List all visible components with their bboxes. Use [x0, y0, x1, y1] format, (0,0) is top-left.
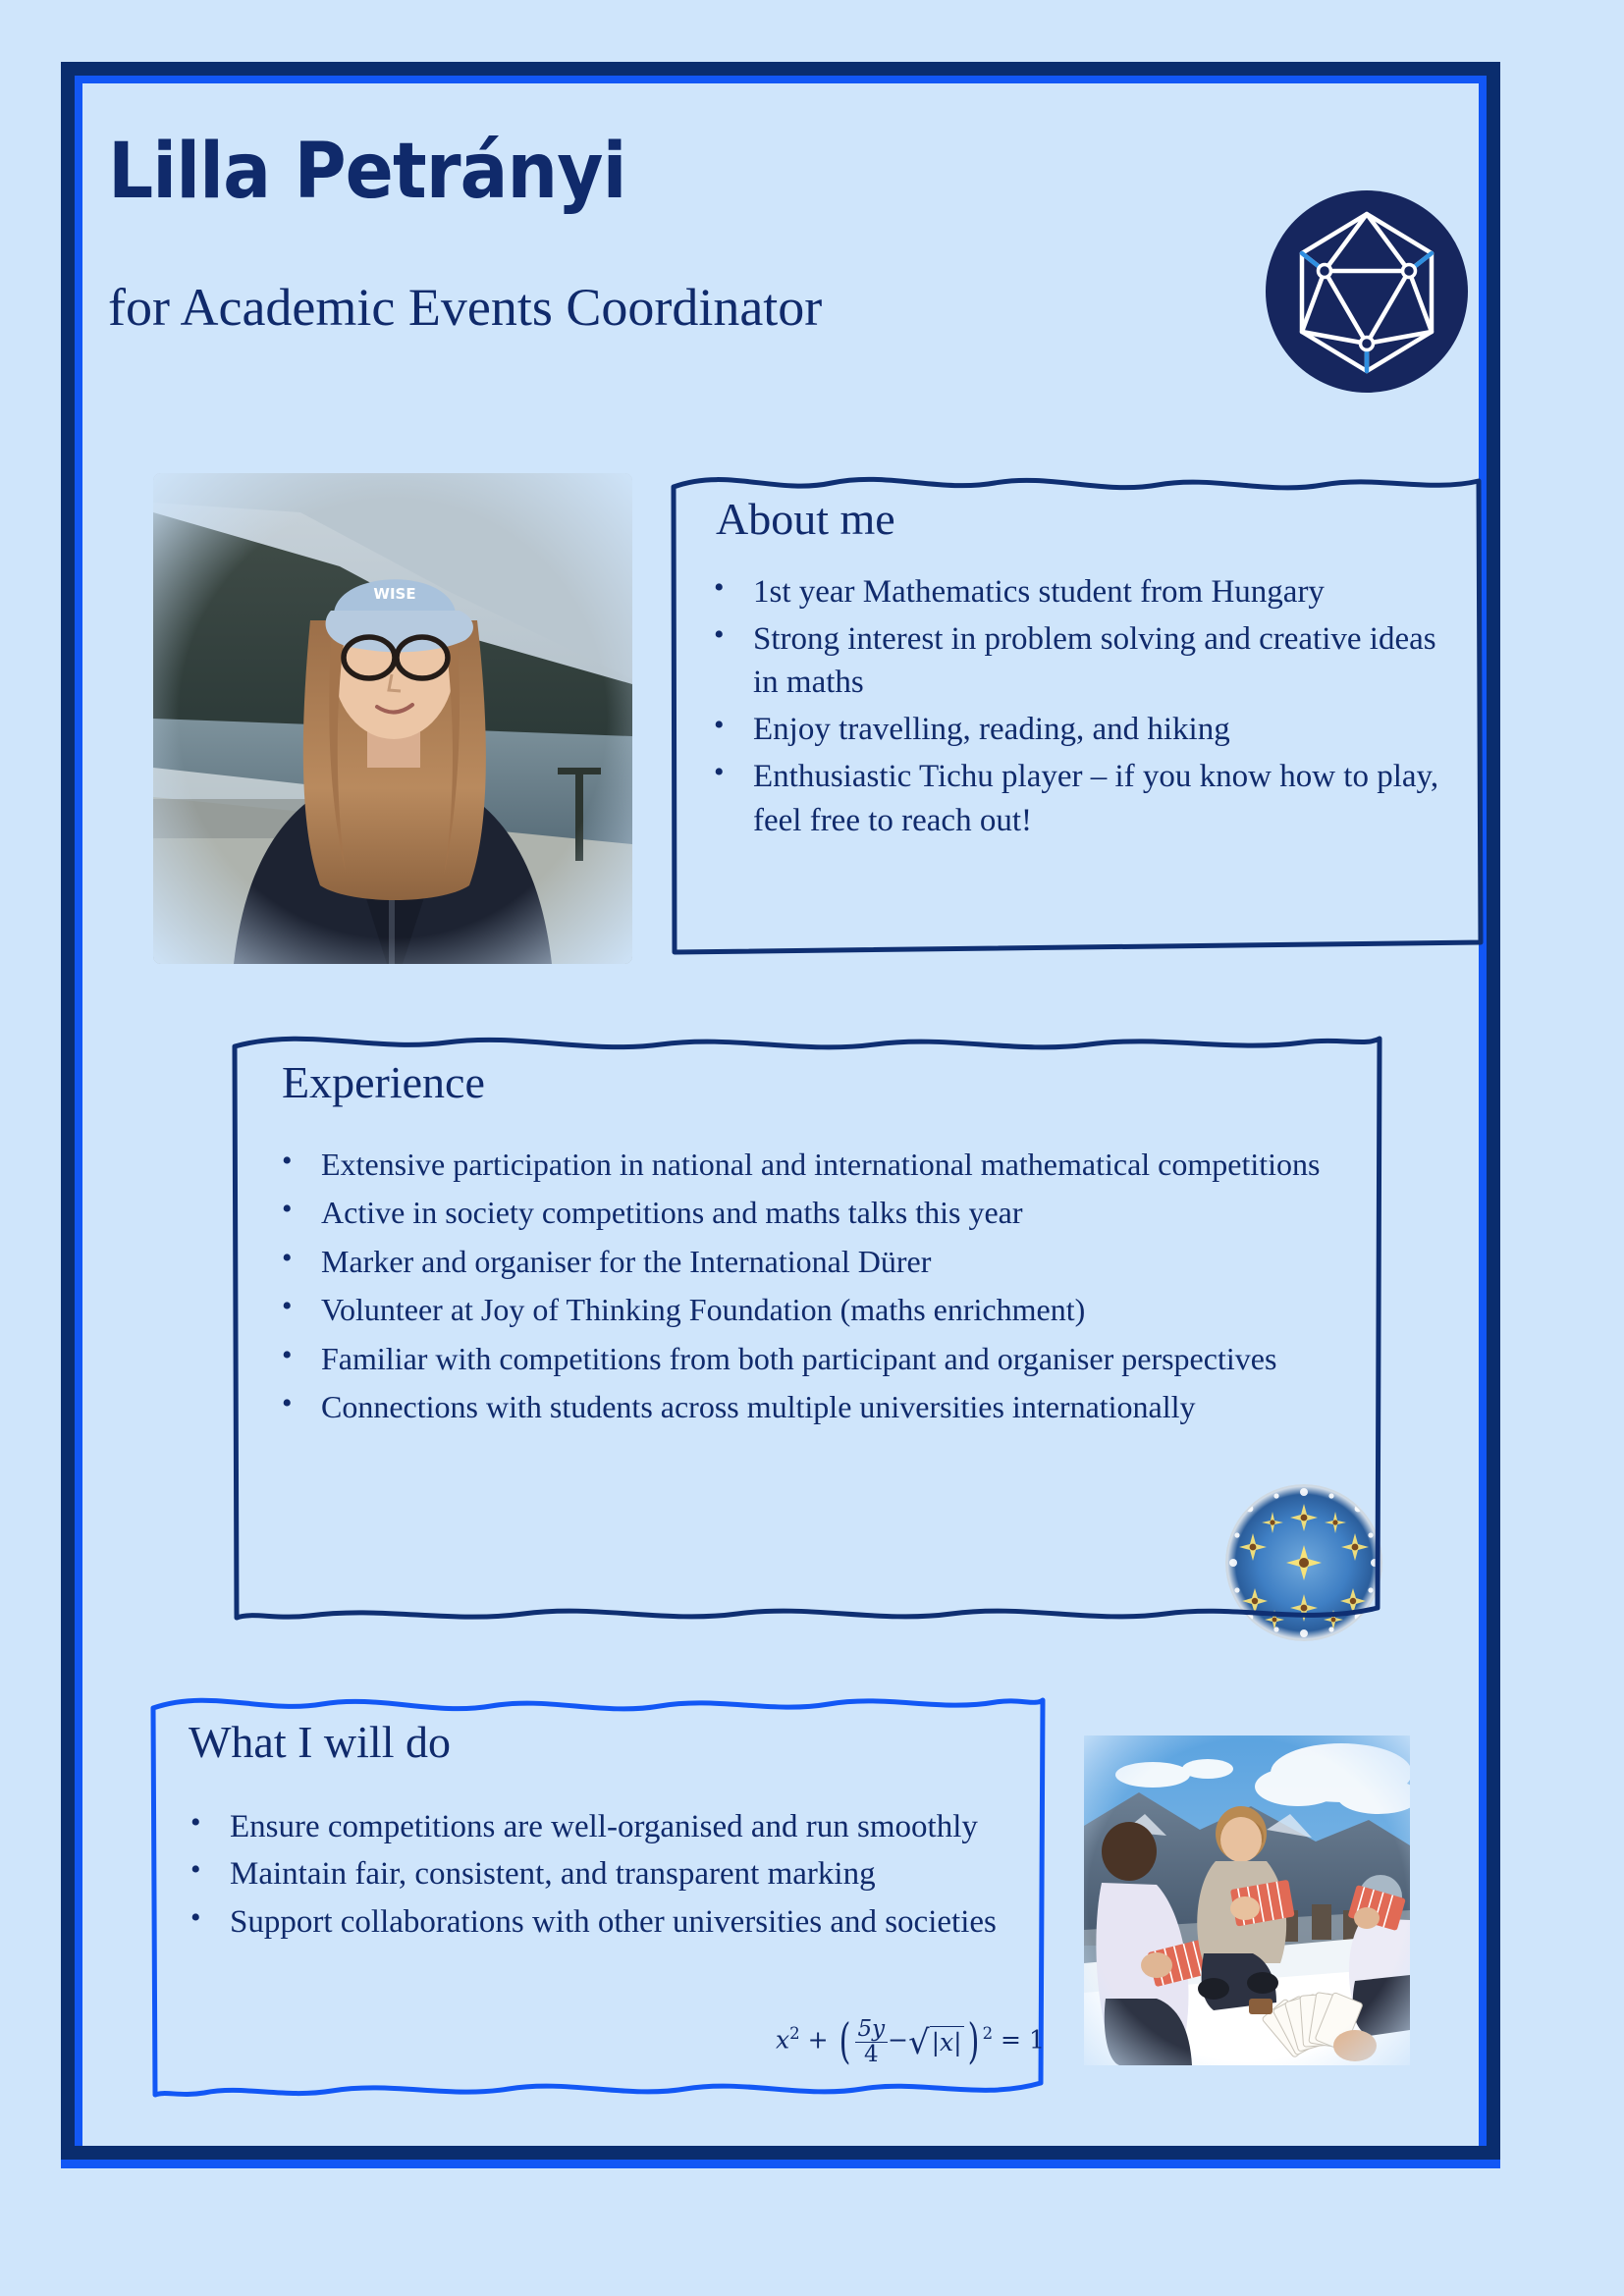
list-item: • Connections with students across multiple universities internationally: [260, 1386, 1352, 1429]
formula-plus: +: [807, 2025, 829, 2055]
list-item: • Active in society competitions and maths talks this year: [260, 1192, 1352, 1235]
tichu-card-game-photo: [1084, 1735, 1410, 2065]
formula-minus: −: [888, 2025, 909, 2055]
formula-open-paren: (: [839, 2014, 851, 2069]
about-me-bullet-list: [702, 570, 1450, 842]
list-item: • Marker and organiser for the International Dürer: [260, 1241, 1352, 1284]
candidate-portrait-photo: [153, 473, 632, 964]
formula-radicand: |x|: [931, 2028, 962, 2057]
what-i-will-do-title: What I will do: [189, 1717, 451, 1767]
experience-box: [227, 1023, 1385, 1631]
list-item: • Ensure competitions are well-organised and run smoothly: [177, 1805, 1017, 1849]
page-title: Lilla Petrányi: [108, 128, 626, 216]
list-item: • 1st year Mathematics student from Hungary: [702, 570, 1450, 614]
formula-equals: = 1: [1001, 2025, 1045, 2055]
list-item: • Extensive participation in national and international mathematical competitions: [260, 1144, 1352, 1187]
formula-sqrt: [908, 2023, 963, 2061]
formula-denominator: 4: [864, 2041, 879, 2067]
maths-society-icosahedron-logo: [1264, 188, 1470, 395]
list-item: • Enthusiastic Tichu player – if you know how to play, feel free to reach out!: [702, 755, 1450, 841]
list-item: • Support collaborations with other universities and societies: [177, 1900, 1017, 1945]
formula-x-term: x: [776, 2025, 790, 2055]
about-me-box: [669, 461, 1484, 960]
list-item: • Enjoy travelling, reading, and hiking: [702, 708, 1450, 751]
candidate-role-subtitle: for Academic Events Coordinator: [108, 278, 823, 337]
experience-title: Experience: [282, 1057, 485, 1107]
what-i-will-do-bullet-list: [177, 1805, 1017, 1946]
formula-exponent-1: 2: [789, 2024, 800, 2044]
about-me-title: About me: [716, 494, 895, 544]
experience-bullet-list: [260, 1144, 1352, 1429]
formula-numerator: 5y: [855, 2017, 889, 2042]
poster-frame-bottom-accent-line: [61, 2160, 1500, 2168]
list-item: • Maintain fair, consistent, and transparent marking: [177, 1852, 1017, 1896]
list-item: • Familiar with competitions from both participant and organiser perspectives: [260, 1338, 1352, 1381]
list-item: • Volunteer at Joy of Thinking Foundation (maths enrichment): [260, 1289, 1352, 1332]
formula-close-paren: ): [967, 2014, 979, 2069]
heart-curve-equation: [776, 2014, 1045, 2069]
formula-exponent-2: 2: [982, 2024, 994, 2044]
list-item: • Strong interest in problem solving and creative ideas in maths: [702, 617, 1450, 704]
formula-fraction: [855, 2017, 889, 2065]
radical-icon: √: [908, 2022, 930, 2061]
